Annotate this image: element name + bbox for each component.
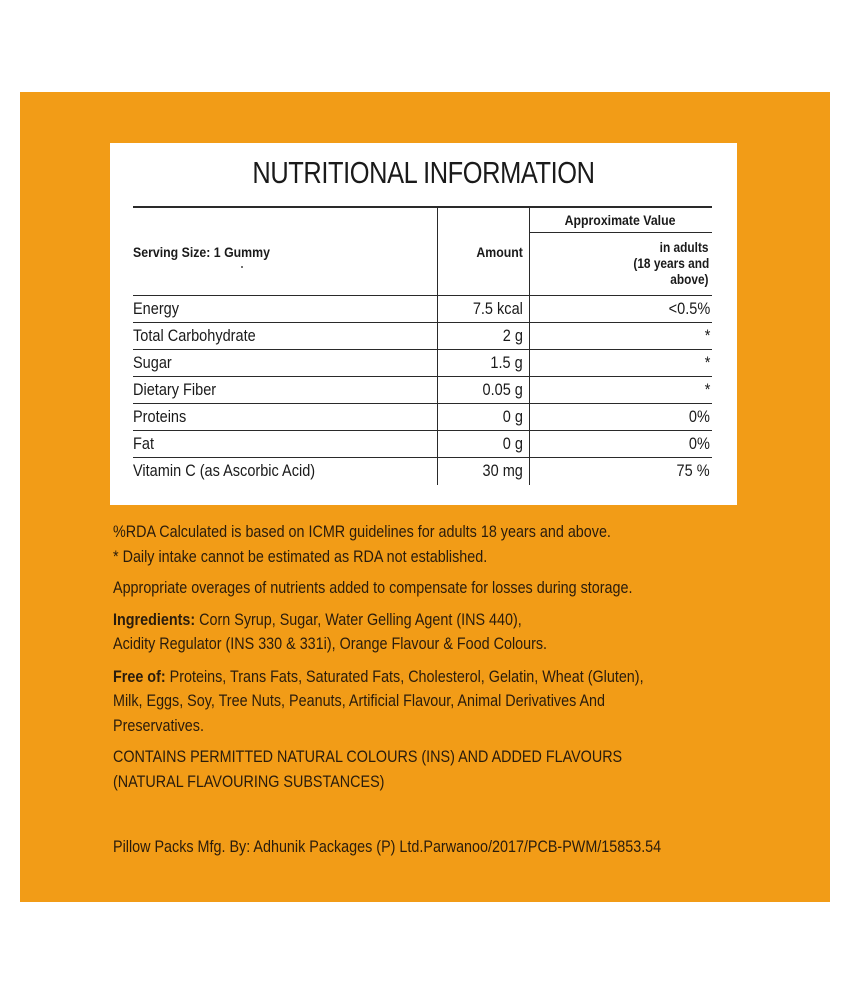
contains-line-1: CONTAINS PERMITTED NATURAL COLOURS (INS) AND ADDED FLAVOURS: [113, 748, 623, 766]
approx-subheader: [530, 233, 713, 296]
nutrient-name: Sugar: [133, 353, 172, 372]
free-of-line-2: Milk, Eggs, Soy, Tree Nuts, Peanuts, Artificial Flavour, Animal Derivatives And: [113, 692, 605, 710]
ingredients-line-2: Acidity Regulator (INS 330 & 331i), Orange Flavour & Food Colours.: [113, 635, 548, 653]
nutrient-value: *: [704, 326, 710, 345]
rda-note: %RDA Calculated is based on ICMR guidelines for adults 18 years and above.: [113, 523, 611, 541]
nutrition-card: [110, 143, 737, 505]
nutrient-name: Fat: [133, 434, 154, 453]
asterisk-note: * Daily intake cannot be estimated as RDA not established.: [113, 547, 488, 566]
amount-header: [438, 207, 530, 296]
table-row: [133, 350, 712, 377]
subheader-line-2: (18 years and: [633, 256, 709, 271]
serving-size-header: [133, 207, 438, 296]
table-row: [133, 458, 712, 486]
header-row: [133, 207, 712, 233]
table-row: [133, 431, 712, 458]
nutrient-value: *: [704, 353, 710, 372]
nutrient-value: *: [704, 380, 710, 399]
nutrient-amount: 1.5 g: [490, 353, 523, 372]
nutrient-value: 0%: [689, 434, 710, 453]
nutrient-name: Proteins: [133, 407, 187, 426]
approx-value-label: Approximate Value: [564, 212, 676, 228]
nutrient-name: Vitamin C (as Ascorbic Acid): [133, 462, 316, 480]
nutrient-amount: 30 mg: [482, 462, 523, 480]
table-row: [133, 404, 712, 431]
nutrient-amount: 0.05 g: [482, 380, 523, 399]
nutrition-title: NUTRITIONAL INFORMATION: [252, 155, 595, 190]
ingredients-text-1: Corn Syrup, Sugar, Water Gelling Agent (INS 440),: [195, 610, 522, 629]
nutrient-name: Total Carbohydrate: [133, 326, 256, 345]
ingredients-line-1: [113, 608, 670, 633]
free-of-line-3: Preservatives.: [113, 716, 204, 735]
nutrition-table: [133, 206, 712, 485]
label-notes: [113, 520, 753, 794]
nutrient-amount: 0 g: [502, 434, 523, 453]
ingredients-label: Ingredients:: [113, 610, 196, 629]
approx-value-header: [530, 207, 713, 233]
table-row: [133, 323, 712, 350]
table-row: [133, 377, 712, 404]
serving-size-label: Serving Size: 1 Gummy: [133, 243, 270, 260]
table-row: [133, 296, 712, 323]
free-of-line-1: [113, 665, 670, 690]
nutrient-value: 0%: [689, 407, 710, 426]
contains-line-2: (NATURAL FLAVOURING SUBSTANCES): [113, 772, 385, 791]
nutrient-amount: 7.5 kcal: [472, 299, 523, 318]
nutrient-name: Dietary Fiber: [133, 380, 217, 399]
nutrient-name: Energy: [133, 299, 180, 318]
manufacturer-footer: Pillow Packs Mfg. By: Adhunik Packages (P) Ltd.Parwanoo/2017/PCB-PWM/15853.54: [113, 838, 662, 856]
nutrient-amount: 0 g: [502, 407, 523, 426]
nutrient-value: 75 %: [676, 462, 710, 480]
free-of-label: Free of:: [113, 667, 166, 686]
amount-header-label: Amount: [476, 243, 523, 260]
subheader-line-1: in adults: [660, 240, 709, 255]
nutrient-amount: 2 g: [502, 326, 523, 345]
subheader-line-3: above): [670, 272, 709, 287]
overages-note: Appropriate overages of nutrients added to compensate for losses during storage.: [113, 579, 633, 597]
nutrient-value: <0.5%: [668, 299, 710, 318]
free-of-text-1: Proteins, Trans Fats, Saturated Fats, Cholesterol, Gelatin, Wheat (Gluten),: [165, 667, 644, 686]
stray-dot: [241, 266, 243, 268]
